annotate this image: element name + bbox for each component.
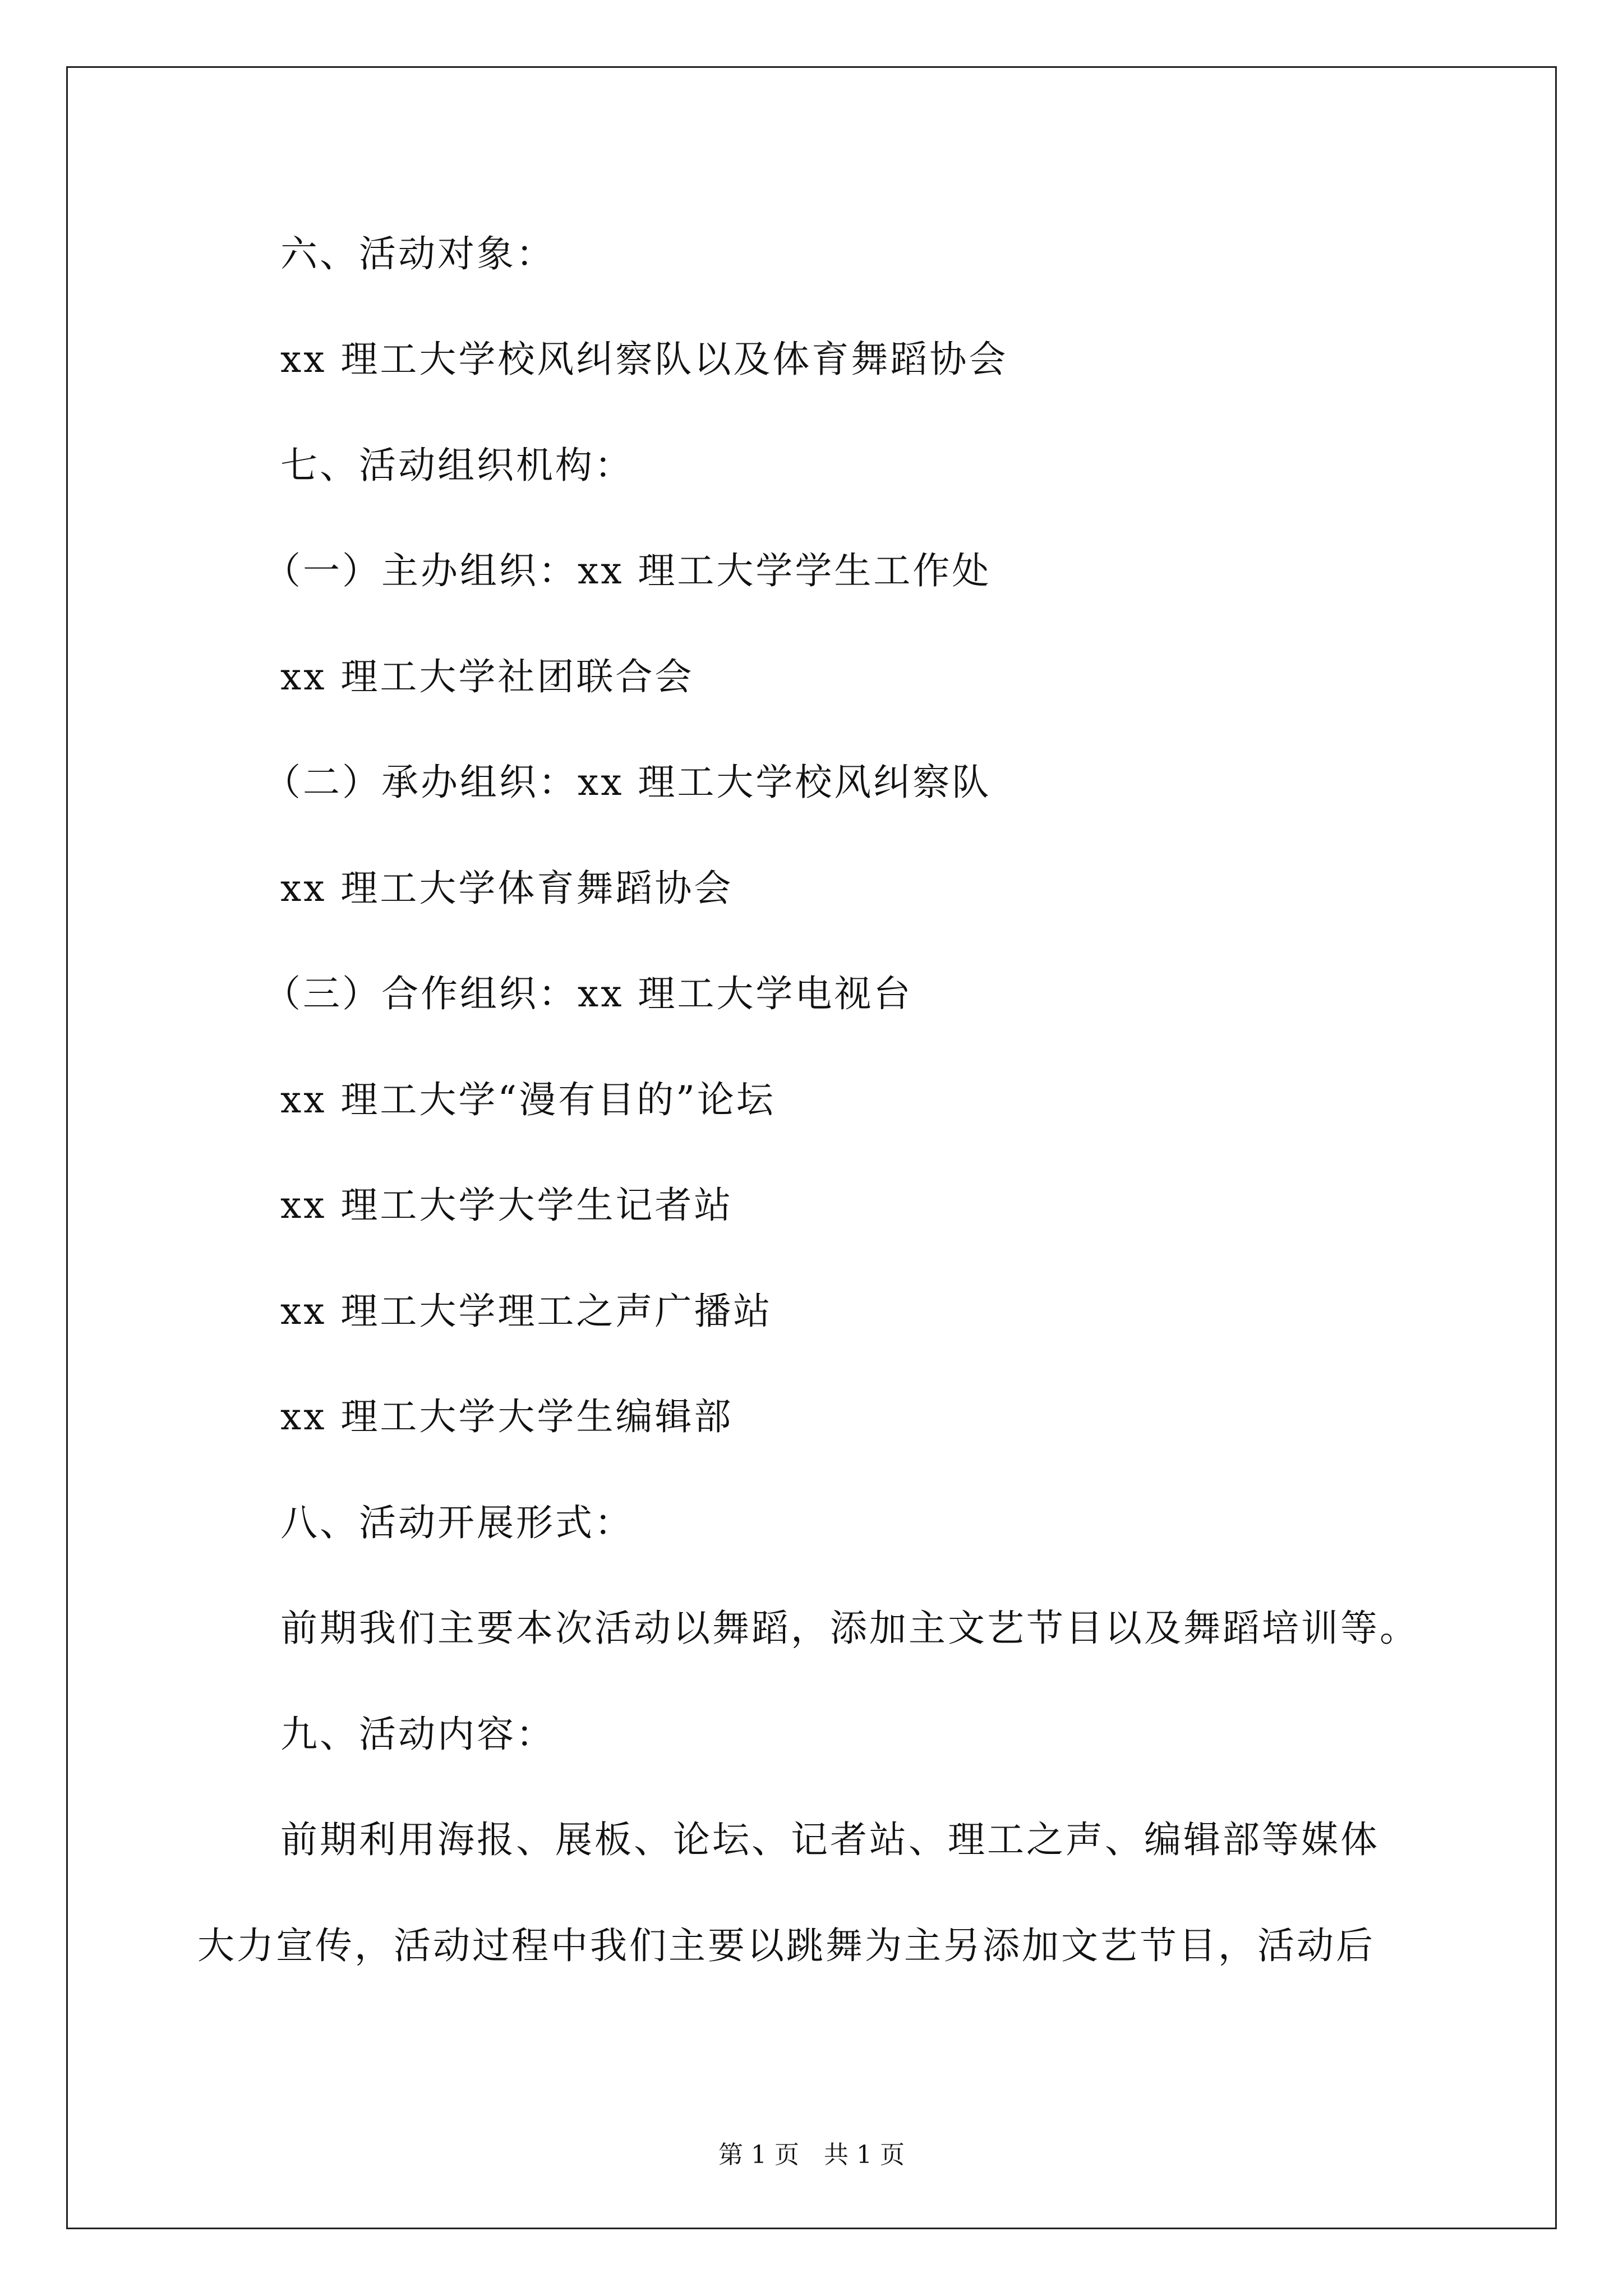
text-line: xx 理工大学体育舞蹈协会 — [280, 867, 734, 910]
text-line: （一）主办组织：xx 理工大学学生工作处 — [264, 549, 992, 592]
section-heading-8: 八、活动开展形式： — [280, 1501, 634, 1544]
text-line: xx 理工大学大学生记者站 — [280, 1184, 734, 1227]
section-heading-9: 九、活动内容： — [280, 1713, 555, 1756]
text-line: （二）承办组织：xx 理工大学校风纠察队 — [264, 761, 992, 804]
text-line: （三）合作组织：xx 理工大学电视台 — [264, 972, 913, 1015]
text-line: 前期我们主要本次活动以舞蹈，添加主文艺节目以及舞蹈培训等。 — [280, 1607, 1419, 1650]
text-line: xx 理工大学社团联合会 — [280, 655, 694, 698]
text-line: xx 理工大学大学生编辑部 — [280, 1395, 734, 1438]
text-line: 大力宣传，活动过程中我们主要以跳舞为主另添加文艺节目，活动后 — [197, 1924, 1375, 1967]
text-line: xx 理工大学校风纠察队以及体育舞蹈协会 — [280, 338, 1008, 381]
text-line: xx 理工大学“漫有目的”论坛 — [280, 1078, 776, 1121]
page-footer: 第 1 页 共 1 页 — [718, 2141, 905, 2169]
text-line: xx 理工大学理工之声广播站 — [280, 1290, 773, 1333]
section-heading-7: 七、活动组织机构： — [280, 444, 634, 487]
text-line: 前期利用海报、展板、论坛、记者站、理工之声、编辑部等媒体 — [280, 1818, 1380, 1861]
section-heading-6: 六、活动对象： — [280, 232, 555, 275]
